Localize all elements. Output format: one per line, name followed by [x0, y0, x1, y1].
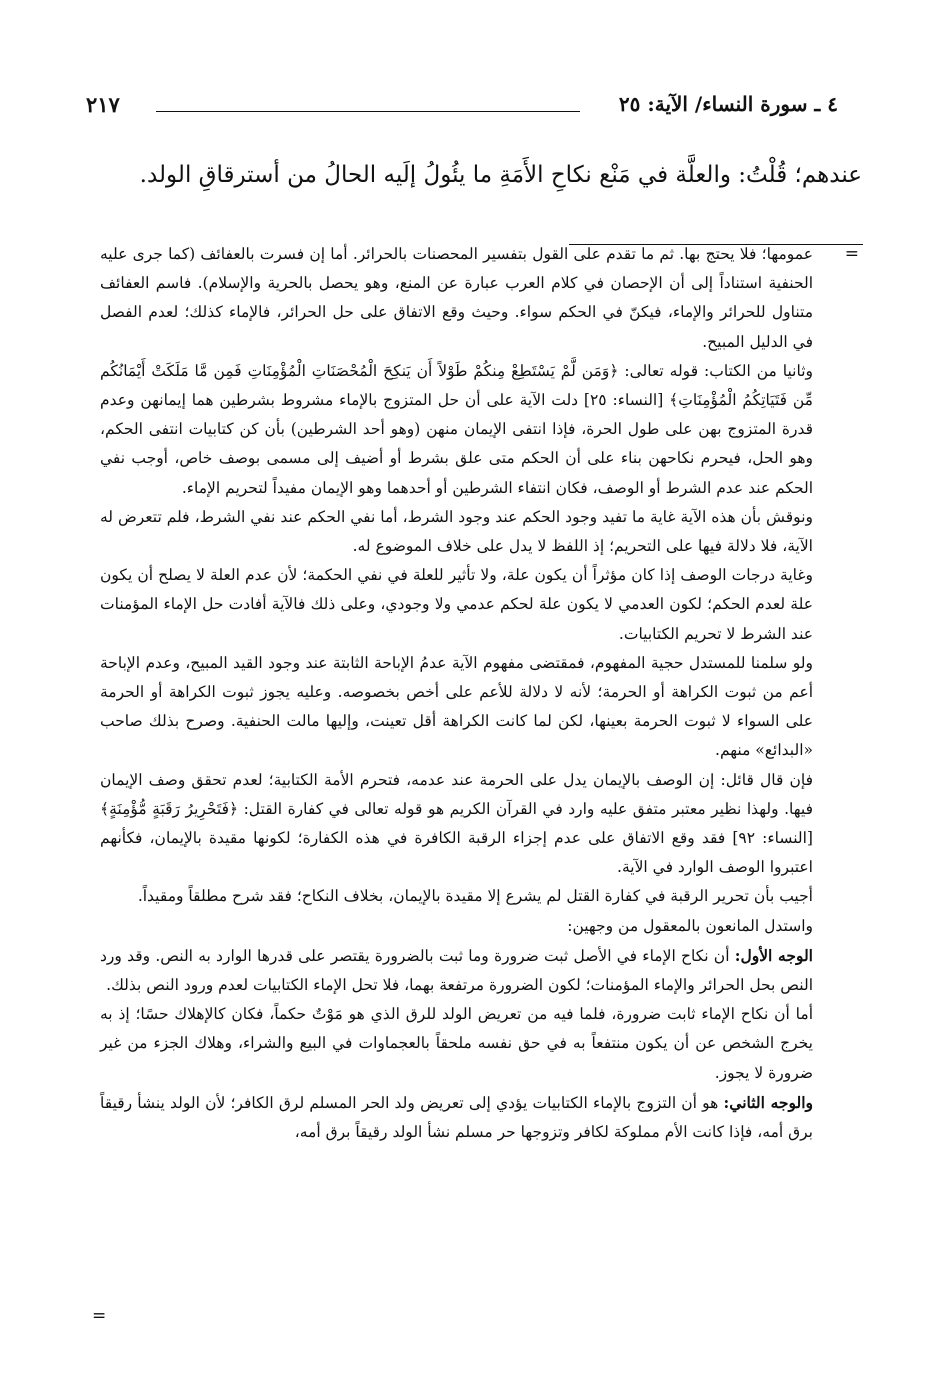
footnote-paragraph	[100, 941, 813, 1000]
main-text: عندهم؛ قُلْتُ: والعلَّة في مَنْع نكاحِ الأَمَةِ ما يئُولُ إلَيه الحالُ من أسترقاقِ الولد.	[139, 162, 862, 188]
header-rule	[156, 111, 580, 112]
footnote-paragraph: أما أن نكاح الإماء ثابت ضرورة، فلما فيه من تعريض الولد للرق الذي هو مَوْتٌ حكماً، فكان كالإهلاك حسًا؛ إذ به يخرج الشخص عن أن يكون منتفعاً به في حق نفسه ملحقاً بالعجماوات في البيع والشراء، وهلاك الجزء من غير ضرورة لا يجوز.	[100, 1005, 814, 1082]
footnotes	[100, 240, 813, 1147]
footnote-paragraph: وغاية درجات الوصف إذا كان مؤثراً أن يكون علة، ولا تأثير للعلة في نفي الحكمة؛ لأن عدم العلة لا يصلح أن يكون علة لعدم الحكم؛ لكون العدمي لا يكون علة لحكم عدمي ولا وجودي، وعلى ذلك فالآية أفادت حل الإماء المؤمنات عند الشرط لا تحريم الكتابيات.	[100, 566, 813, 643]
footnote-paragraph: أجيب بأن تحرير الرقبة في كفارة القتل لم يشرع إلا مقيدة بالإيمان، بخلاف النكاح؛ فقد شرح مطلقاً ومقيداً.	[137, 887, 813, 906]
first-aspect-text: أن نكاح الإماء في الأصل ثبت ضرورة وما ثبت بالضرورة يقتصر على قدرها الوارد به النص. وقد ورد النص بحل الحرائر والإماء المؤمنات؛ لكون الضرورة مرتفعة بهما، فلا تحل الإماء الكتابيات لعدم ورود النص بذلك.	[100, 946, 813, 995]
footnote-paragraph: واستدل المانعون بالمعقول من وجهين:	[567, 916, 813, 935]
footnote-paragraph: وثانيا من الكتاب: قوله تعالى: ﴿وَمَن لَّمْ يَسْتَطِعْ مِنكُمْ طَوْلاً أَن يَنكِحَ الْمُحْصَنَاتِ الْمُؤْمِنَاتِ فَمِن مَّا مَلَكَتْ أَيْمَانُكُم مِّن فَتَيَاتِكُمُ الْمُؤْمِنَاتِ﴾ [النساء: ٢٥] دلت الآية على أن حل المتزوج بالإماء مشروط بشرطين هما إيمانهن وعدم قدرة المتزوج بهن على طول الحرة، فإذا انتفى الإيمان منهن (وهو أحد الشرطين) بأن كن كتابيات انتفى الحكم، وهو الحل، فيحرم نكاحهن بناء على أن الحكم متى علق بشرط أو أضيف إلى مسمى بوصف خاص، أوجب نفي الحكم عند عدم الشرط أو الوصف، فكان انتفاء الشرطين أو أحدهما وهو الإيمان مفيداً لتحريم الإماء.	[100, 361, 813, 497]
first-aspect-label: الوجه الأول:	[734, 945, 813, 965]
running-header	[86, 92, 838, 132]
second-aspect-label: والوجه الثاني:	[723, 1092, 813, 1112]
footnote-paragraph: ولو سلمنا للمستدل حجية المفهوم، فمقتضى مفهوم الآية عدمُ الإباحة الثابتة عند وجود القيد المبيح، وعدم الإباحة أعم من ثبوت الكراهة أو الحرمة؛ لأنه لا دلالة للأعم على أخص بخصوصه. وعليه يجوز ثبوت الكراهة أو الحرمة على السواء لا ثبوت الحرمة بعينها، لكن لما كانت الكراهة أقل تعينت، وإليها مالت الحنفية. وصرح بذلك صاحب «البدائع» منهم.	[100, 653, 813, 760]
footnote-paragraph: ونوقش بأن هذه الآية غاية ما تفيد وجود الحكم عند وجود الشرط، أما نفي الحكم عند نفي الشرط، فلم تتعرض له الآية، فلا دلالة فيها على التحريم؛ إذ اللفظ لا يدل على خلاف الموضوع له.	[100, 507, 813, 556]
footnote-paragraph: عمومها؛ فلا يحتج بها. ثم ما تقدم على القول بتفسير المحصنات بالحرائر. أما إن فسرت بالعفائف (كما جرى عليه الحنفية استناداً إلى أن الإحصان في كلام العرب عبارة عن المنع، وهو يحصل بالحرية والإسلام). فاسم العفائف متناول للحرائر والإماء، فيكنّ في الحكم سواء. وحيث وقع الاتفاق على حل الحرائر، فالإماء كذلك؛ لعدم الفصل في الدليل المبيح.	[100, 245, 813, 351]
second-aspect-text: هو أن التزوج بالإماء الكتابيات يؤدي إلى تعريض ولد الحر المسلم لرق الكافر؛ لأن الولد ينشأ رقيقاً برق أمه، فإذا كانت الأم مملوكة لكافر وتزوجها حر مسلم نشأ الولد رقيقاً برق أمه،	[100, 1093, 813, 1142]
footnote-paragraph: فإن قال قائل: إن الوصف بالإيمان يدل على الحرمة عند عدمه، فتحرم الأمة الكتابية؛ لعدم تحقق وصف الإيمان فيها. ولهذا نظير معتبر متفق عليه وارد في القرآن الكريم هو قوله تعالى في كفارة القتل: ﴿فَتَحْرِيرُ رَقَبَةٍ مُّؤْمِنَةٍ﴾ [النساء: ٩٢] فقد وقع الاتفاق على عدم إجزاء الرقبة الكافرة في هذه الكفارة؛ لكونها مقيدة بالإيمان، فكأنهم اعتبروا الوصف الوارد في الآية.	[100, 770, 813, 877]
continuation-marker-top: =	[844, 244, 859, 264]
header-title: ٤ ـ سورة النساء/ الآية: ٢٥	[618, 92, 838, 116]
page-number: ٢١٧	[86, 92, 120, 117]
footnote-paragraph	[100, 1088, 813, 1147]
continuation-marker-bottom: =	[92, 1306, 107, 1326]
